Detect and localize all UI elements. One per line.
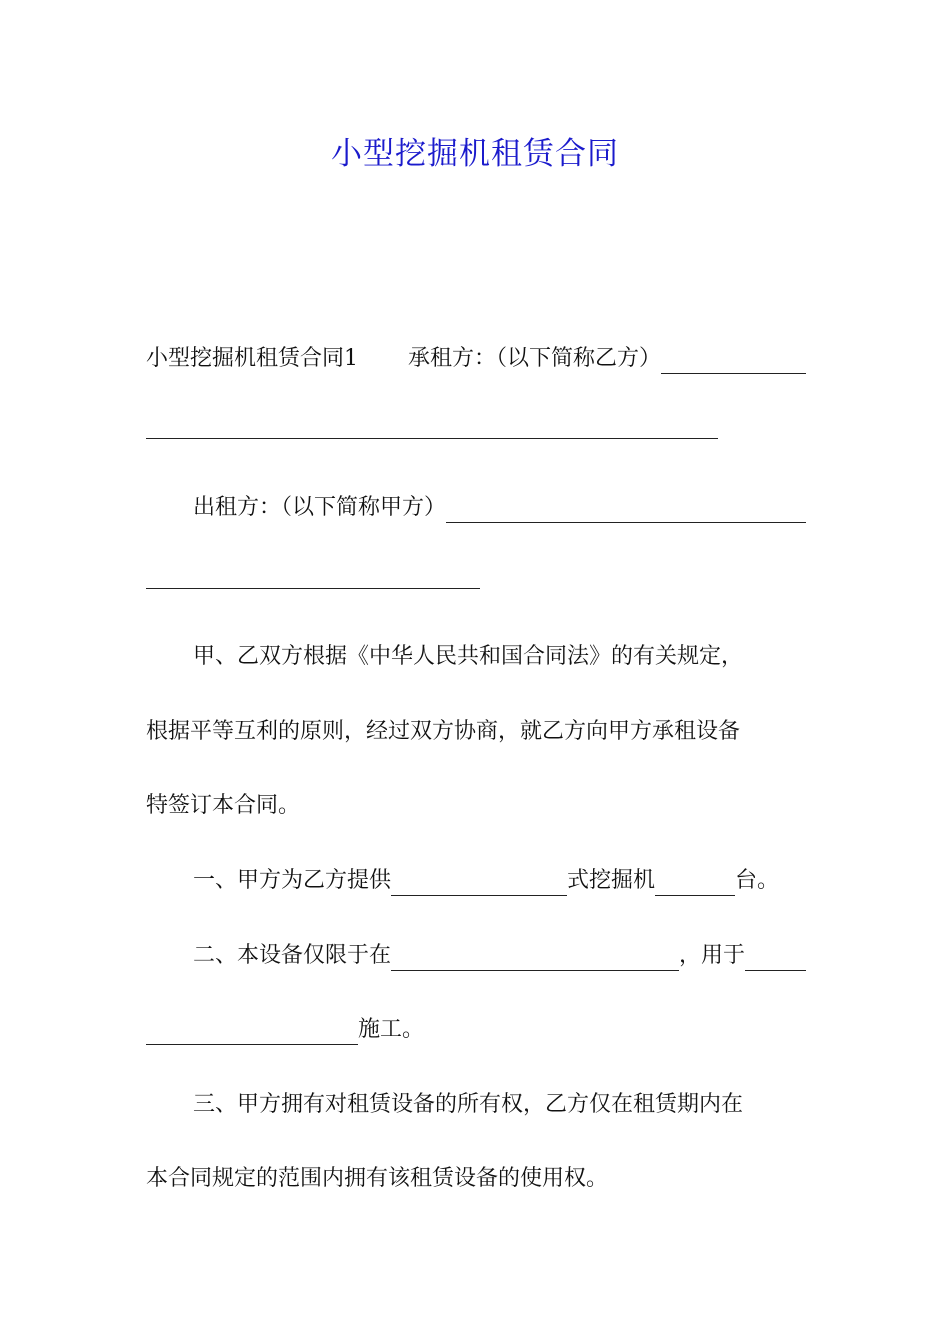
clause-3-line-2: 本合同规定的范围内拥有该租赁设备的使用权。 [146, 1166, 609, 1191]
clause-1-text-b: 式挖掘机 [567, 868, 656, 893]
lessor-blank-line [146, 568, 806, 598]
clause-1 [146, 866, 806, 896]
contract-heading: 小型挖掘机租赁合同1 [146, 346, 358, 371]
location-blank[interactable] [391, 952, 679, 971]
clause-2 [146, 941, 806, 971]
clause-2-text-b: ，用于 [679, 943, 746, 968]
model-blank[interactable] [391, 877, 567, 896]
lessor-blank-continued[interactable] [146, 570, 480, 589]
clause-2-continued [146, 1015, 806, 1045]
document-title: 小型挖掘机租赁合同 [331, 136, 619, 172]
intro-paragraph-line-2: 根据平等互利的原则，经过双方协商，就乙方向甲方承租设备 [146, 719, 741, 744]
purpose-blank[interactable] [745, 952, 806, 971]
lessee-blank[interactable] [661, 355, 806, 374]
clause-1-text-a: 一、甲方为乙方提供 [193, 868, 392, 893]
clause-2-text-c: 施工。 [358, 1017, 425, 1042]
clause-3-line-1: 三、甲方拥有对租赁设备的所有权，乙方仅在租赁期内在 [193, 1092, 744, 1117]
lessee-line [146, 344, 806, 374]
clause-1-text-c: 台。 [735, 868, 780, 893]
lessee-label: 承租方：（以下简称乙方） [408, 346, 662, 371]
lessee-blank-line [146, 418, 806, 448]
clause-2-text-a: 二、本设备仅限于在 [193, 943, 392, 968]
purpose-blank-continued[interactable] [146, 1026, 358, 1045]
intro-paragraph-line-1: 甲、乙双方根据《中华人民共和国合同法》的有关规定， [193, 644, 744, 669]
quantity-blank[interactable] [655, 877, 735, 896]
lessee-blank-continued[interactable] [146, 420, 718, 439]
lessor-label: 出租方：（以下简称甲方） [193, 495, 447, 520]
intro-paragraph-line-3: 特签订本合同。 [146, 793, 301, 818]
lessor-line [146, 493, 806, 523]
lessor-blank[interactable] [446, 504, 806, 523]
